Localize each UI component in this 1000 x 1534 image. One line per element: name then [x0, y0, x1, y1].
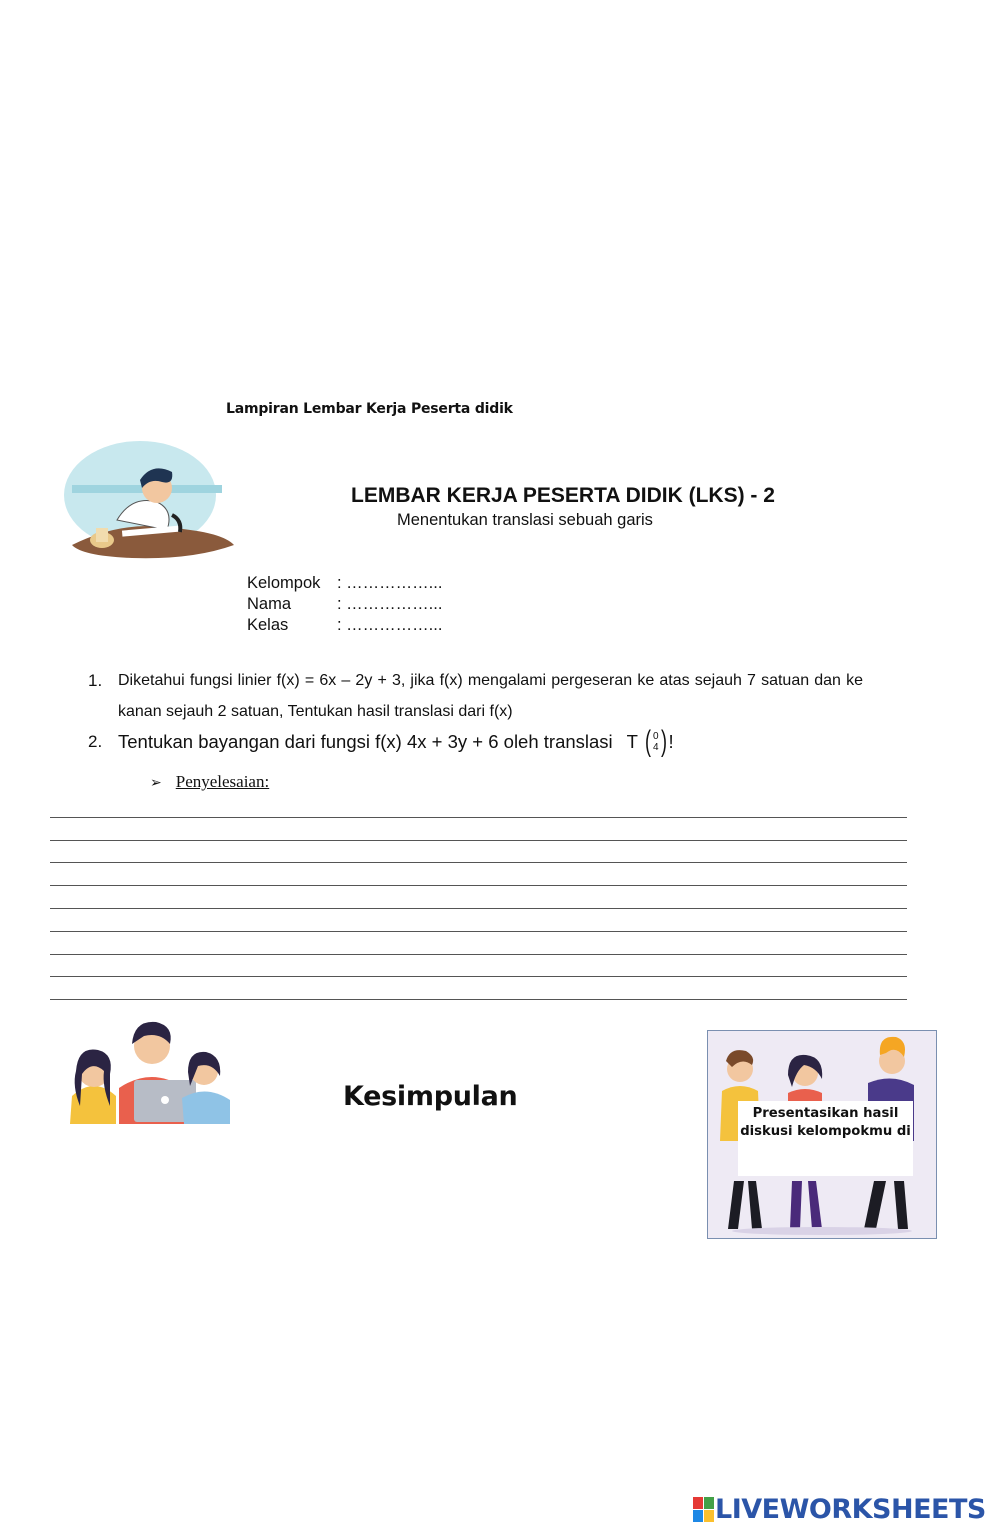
question-number: 2.: [88, 732, 103, 751]
question-2: [88, 725, 674, 758]
identity-label: Kelompok: [247, 574, 321, 592]
brand-name: LIVEWORKSHEETS: [715, 1494, 986, 1525]
presentation-line: Presentasikan hasil: [752, 1106, 899, 1121]
identity-label: Nama: [247, 595, 292, 613]
brand-logo[interactable]: [693, 1494, 986, 1525]
answer-line[interactable]: [50, 862, 907, 863]
translation-vector: ( 0 4 ): [644, 725, 667, 758]
question-suffix: !: [668, 731, 674, 752]
vector-bottom: 4: [652, 742, 659, 753]
liveworksheets-logo-icon: [693, 1497, 715, 1523]
question-text: Tentukan bayangan dari fungsi f(x) 4x + 3y + 6 oleh translasi: [118, 731, 613, 752]
studying-student-illustration: [62, 440, 237, 562]
identity-row-kelas: [247, 615, 442, 636]
solution-label: Penyelesaian:: [175, 772, 270, 791]
question-number: 1.: [88, 671, 103, 690]
presentation-line: diskusi kelompokmu di: [740, 1124, 911, 1139]
solution-heading: [150, 772, 269, 792]
presentation-text: [738, 1105, 913, 1141]
page-title: LEMBAR KERJA PESERTA DIDIK (LKS) - 2: [351, 484, 775, 507]
translation-symbol: T: [626, 731, 638, 752]
presentation-card: [707, 1030, 937, 1239]
identity-row-kelompok: [247, 573, 442, 594]
attachment-label: Lampiran Lembar Kerja Peserta didik: [226, 401, 513, 417]
answer-line[interactable]: [50, 999, 907, 1000]
answer-line[interactable]: [50, 976, 907, 977]
group-discussion-illustration: [64, 1016, 232, 1124]
identity-value[interactable]: : ……………...: [337, 616, 443, 634]
arrow-bullet-icon: ➢: [150, 776, 162, 791]
page-subtitle: Menentukan translasi sebuah garis: [397, 511, 653, 529]
answer-line[interactable]: [50, 908, 907, 909]
answer-line[interactable]: [50, 840, 907, 841]
conclusion-title: Kesimpulan: [343, 1081, 518, 1112]
answer-line[interactable]: [50, 931, 907, 932]
identity-row-nama: [247, 594, 442, 615]
identity-value[interactable]: : ……………...: [337, 595, 443, 613]
answer-line[interactable]: [50, 817, 907, 818]
identity-value[interactable]: : ……………...: [337, 574, 443, 592]
question-text: Diketahui fungsi linier f(x) = 6x – 2y + 3, jika f(x) mengalami pergeseran ke atas sejauh 7 satuan dan ke kanan sejauh 2 satuan, Tentukan hasil translasi dari f(x): [118, 672, 863, 720]
question-1: [88, 665, 863, 727]
vector-top: 0: [652, 731, 659, 742]
identity-label: Kelas: [247, 616, 289, 634]
identity-block: [247, 573, 442, 636]
answer-line[interactable]: [50, 954, 907, 955]
answer-line[interactable]: [50, 885, 907, 886]
